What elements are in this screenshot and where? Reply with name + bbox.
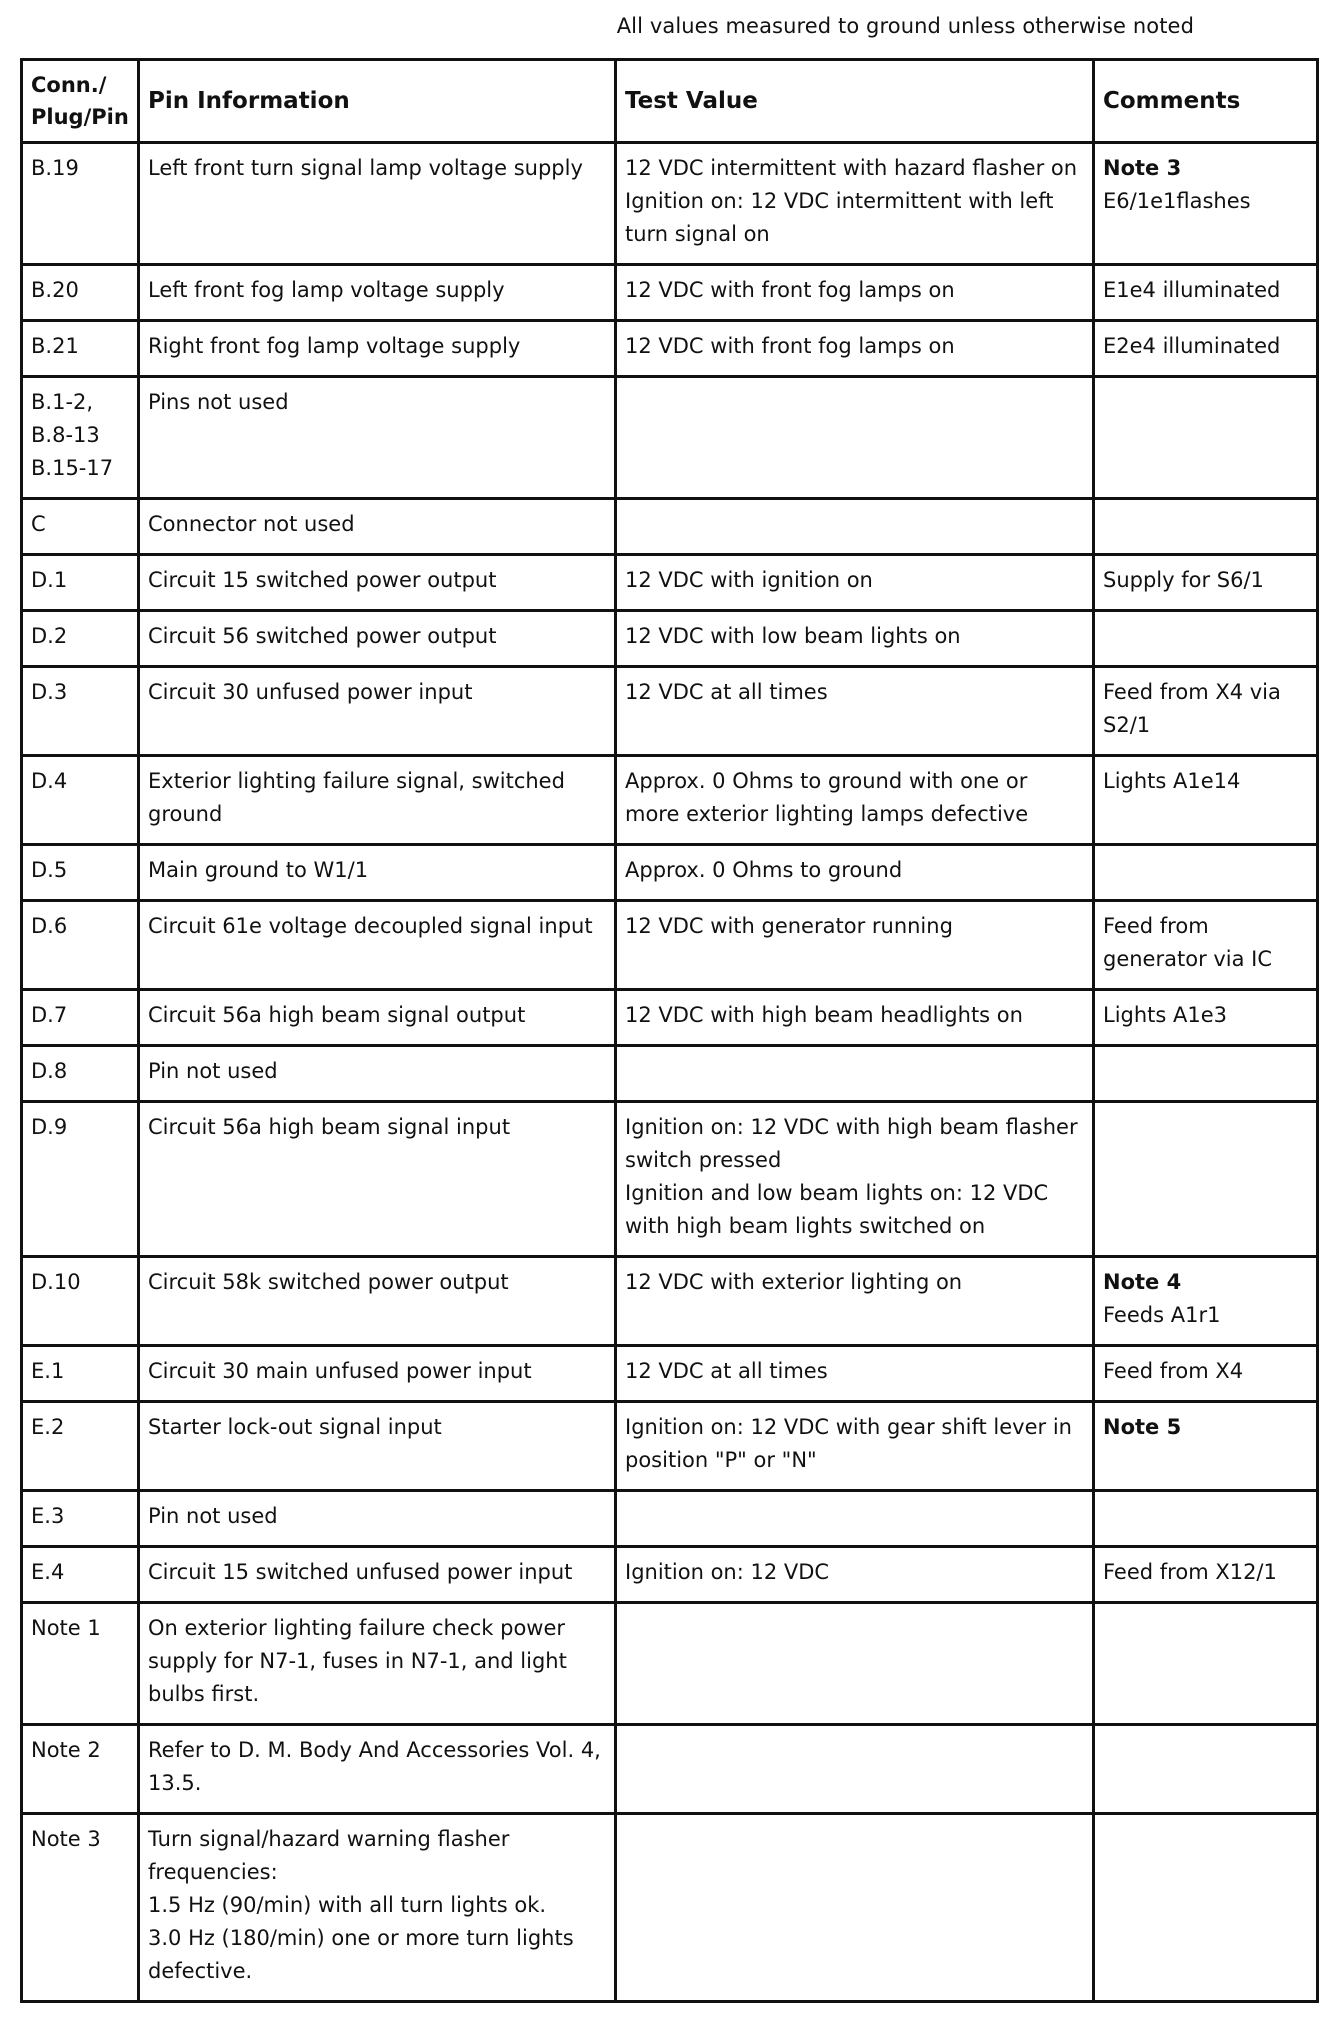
table-row bbox=[22, 1102, 1318, 1257]
table-row bbox=[22, 1725, 1318, 1814]
test-value-cell: 12 VDC with front fog lamps on bbox=[616, 321, 1094, 377]
comment-cell bbox=[1094, 377, 1318, 499]
pin-info-cell: Circuit 56 switched power output bbox=[139, 611, 616, 667]
pin-cell: E.3 bbox=[22, 1491, 139, 1547]
pin-cell: E.2 bbox=[22, 1402, 139, 1491]
comment-cell bbox=[1094, 1725, 1318, 1814]
comment-text: Lights A1e3 bbox=[1103, 1003, 1228, 1027]
table-row bbox=[22, 1547, 1318, 1603]
test-value-cell bbox=[616, 377, 1094, 499]
measurement-note: All values measured to ground unless otherwise noted bbox=[616, 14, 1194, 38]
table-row bbox=[22, 1257, 1318, 1346]
pin-cell: D.4 bbox=[22, 756, 139, 845]
comment-cell bbox=[1094, 1491, 1318, 1547]
pin-info-cell: Exterior lighting failure signal, switched ground bbox=[139, 756, 616, 845]
pin-cell: D.8 bbox=[22, 1046, 139, 1102]
pin-info-cell: Refer to D. M. Body And Accessories Vol. 4, 13.5. bbox=[139, 1725, 616, 1814]
table-row bbox=[22, 845, 1318, 901]
comment-text: Feed from X12/1 bbox=[1103, 1560, 1277, 1584]
pin-info-cell: Main ground to W1/1 bbox=[139, 845, 616, 901]
comment-cell bbox=[1094, 1257, 1318, 1346]
table-row bbox=[22, 611, 1318, 667]
comment-text: E1e4 illuminated bbox=[1103, 278, 1281, 302]
test-value-cell: Approx. 0 Ohms to ground bbox=[616, 845, 1094, 901]
comment-cell bbox=[1094, 1814, 1318, 2002]
pin-cell: E.4 bbox=[22, 1547, 139, 1603]
comment-cell bbox=[1094, 143, 1318, 265]
comment-cell bbox=[1094, 611, 1318, 667]
table-row bbox=[22, 555, 1318, 611]
table-header-row bbox=[22, 60, 1318, 143]
comment-text: Supply for S6/1 bbox=[1103, 568, 1264, 592]
pin-cell: B.21 bbox=[22, 321, 139, 377]
comment-cell bbox=[1094, 1346, 1318, 1402]
test-value-cell: 12 VDC intermittent with hazard flasher on Ignition on: 12 VDC intermittent with left turn signal on bbox=[616, 143, 1094, 265]
pin-info-cell: Starter lock-out signal input bbox=[139, 1402, 616, 1491]
comment-text: Feeds A1r1 bbox=[1103, 1303, 1221, 1327]
test-value-cell: 12 VDC with low beam lights on bbox=[616, 611, 1094, 667]
pin-info-cell: Left front turn signal lamp voltage supply bbox=[139, 143, 616, 265]
comment-cell bbox=[1094, 1547, 1318, 1603]
test-value-cell: Approx. 0 Ohms to ground with one or more exterior lighting lamps defective bbox=[616, 756, 1094, 845]
table-row bbox=[22, 667, 1318, 756]
pin-cell: D.10 bbox=[22, 1257, 139, 1346]
test-value-cell bbox=[616, 499, 1094, 555]
table-body bbox=[22, 143, 1318, 2002]
pin-cell: D.2 bbox=[22, 611, 139, 667]
pin-info-cell: Right front fog lamp voltage supply bbox=[139, 321, 616, 377]
table-row bbox=[22, 377, 1318, 499]
comment-cell bbox=[1094, 555, 1318, 611]
comment-text: Feed from X4 via S2/1 bbox=[1103, 680, 1281, 737]
comment-cell bbox=[1094, 499, 1318, 555]
test-value-cell: Ignition on: 12 VDC with high beam flasher switch pressed Ignition and low beam lights on: 12 VDC with high beam lights switched on bbox=[616, 1102, 1094, 1257]
pin-info-cell: Circuit 30 unfused power input bbox=[139, 667, 616, 756]
pin-cell: D.1 bbox=[22, 555, 139, 611]
comment-cell bbox=[1094, 321, 1318, 377]
pin-info-cell: Circuit 56a high beam signal input bbox=[139, 1102, 616, 1257]
pin-info-cell: Circuit 15 switched power output bbox=[139, 555, 616, 611]
pin-info-cell: On exterior lighting failure check power supply for N7-1, fuses in N7-1, and light bulbs first. bbox=[139, 1603, 616, 1725]
pin-test-table bbox=[20, 58, 1319, 2003]
comment-cell bbox=[1094, 990, 1318, 1046]
comment-note-ref: Note 5 bbox=[1103, 1415, 1182, 1439]
comment-note-ref: Note 3 bbox=[1103, 156, 1182, 180]
test-value-cell bbox=[616, 1603, 1094, 1725]
pin-cell: D.7 bbox=[22, 990, 139, 1046]
comment-cell bbox=[1094, 1102, 1318, 1257]
pin-info-cell: Circuit 56a high beam signal output bbox=[139, 990, 616, 1046]
comment-cell bbox=[1094, 1603, 1318, 1725]
pin-cell: D.9 bbox=[22, 1102, 139, 1257]
test-value-cell: 12 VDC at all times bbox=[616, 1346, 1094, 1402]
pin-info-cell: Pins not used bbox=[139, 377, 616, 499]
comment-text: E2e4 illuminated bbox=[1103, 334, 1281, 358]
test-value-cell: 12 VDC with high beam headlights on bbox=[616, 990, 1094, 1046]
pin-info-cell: Turn signal/hazard warning flasher frequencies: 1.5 Hz (90/min) with all turn lights ok. 3.0 Hz (180/min) one or more turn lights defective. bbox=[139, 1814, 616, 2002]
test-value-cell bbox=[616, 1814, 1094, 2002]
pin-cell: Note 1 bbox=[22, 1603, 139, 1725]
column-header-comments: Comments bbox=[1094, 60, 1318, 143]
comment-cell bbox=[1094, 1402, 1318, 1491]
column-header-pin: Conn./ Plug/Pin bbox=[22, 60, 139, 143]
pin-cell: B.1-2, B.8-13 B.15-17 bbox=[22, 377, 139, 499]
table-row bbox=[22, 901, 1318, 990]
comment-text: Feed from generator via IC bbox=[1103, 914, 1273, 971]
table-row bbox=[22, 265, 1318, 321]
table-row bbox=[22, 1603, 1318, 1725]
table-row bbox=[22, 1346, 1318, 1402]
table-row bbox=[22, 1402, 1318, 1491]
comment-text: E6/1e1flashes bbox=[1103, 189, 1251, 213]
test-value-cell: 12 VDC with exterior lighting on bbox=[616, 1257, 1094, 1346]
pin-info-cell: Connector not used bbox=[139, 499, 616, 555]
pin-cell: Note 2 bbox=[22, 1725, 139, 1814]
table-row bbox=[22, 143, 1318, 265]
pin-info-cell: Circuit 30 main unfused power input bbox=[139, 1346, 616, 1402]
table-row bbox=[22, 1491, 1318, 1547]
column-header-info: Pin Information bbox=[139, 60, 616, 143]
table-row bbox=[22, 756, 1318, 845]
pin-info-cell: Left front fog lamp voltage supply bbox=[139, 265, 616, 321]
pin-info-cell: Pin not used bbox=[139, 1046, 616, 1102]
comment-cell bbox=[1094, 901, 1318, 990]
pin-cell: Note 3 bbox=[22, 1814, 139, 2002]
comment-cell bbox=[1094, 845, 1318, 901]
table-row bbox=[22, 990, 1318, 1046]
table-row bbox=[22, 1814, 1318, 2002]
test-value-cell: Ignition on: 12 VDC bbox=[616, 1547, 1094, 1603]
column-header-test: Test Value bbox=[616, 60, 1094, 143]
pin-info-cell: Circuit 61e voltage decoupled signal input bbox=[139, 901, 616, 990]
pin-cell: C bbox=[22, 499, 139, 555]
comment-note-ref: Note 4 bbox=[1103, 1270, 1182, 1294]
pin-cell: D.5 bbox=[22, 845, 139, 901]
pin-info-cell: Circuit 58k switched power output bbox=[139, 1257, 616, 1346]
test-value-cell bbox=[616, 1491, 1094, 1547]
test-value-cell bbox=[616, 1725, 1094, 1814]
test-value-cell: Ignition on: 12 VDC with gear shift lever in position "P" or "N" bbox=[616, 1402, 1094, 1491]
table-row bbox=[22, 321, 1318, 377]
comment-cell bbox=[1094, 1046, 1318, 1102]
pin-cell: B.19 bbox=[22, 143, 139, 265]
comment-text: Feed from X4 bbox=[1103, 1359, 1244, 1383]
comment-cell bbox=[1094, 667, 1318, 756]
test-value-cell: 12 VDC with ignition on bbox=[616, 555, 1094, 611]
pin-cell: E.1 bbox=[22, 1346, 139, 1402]
pin-cell: D.6 bbox=[22, 901, 139, 990]
comment-cell bbox=[1094, 756, 1318, 845]
comment-text: Lights A1e14 bbox=[1103, 769, 1241, 793]
comment-cell bbox=[1094, 265, 1318, 321]
table-row bbox=[22, 1046, 1318, 1102]
pin-info-cell: Pin not used bbox=[139, 1491, 616, 1547]
test-value-cell: 12 VDC with front fog lamps on bbox=[616, 265, 1094, 321]
test-value-cell bbox=[616, 1046, 1094, 1102]
test-value-cell: 12 VDC with generator running bbox=[616, 901, 1094, 990]
pin-cell: B.20 bbox=[22, 265, 139, 321]
table-row bbox=[22, 499, 1318, 555]
test-value-cell: 12 VDC at all times bbox=[616, 667, 1094, 756]
pin-info-cell: Circuit 15 switched unfused power input bbox=[139, 1547, 616, 1603]
pin-cell: D.3 bbox=[22, 667, 139, 756]
